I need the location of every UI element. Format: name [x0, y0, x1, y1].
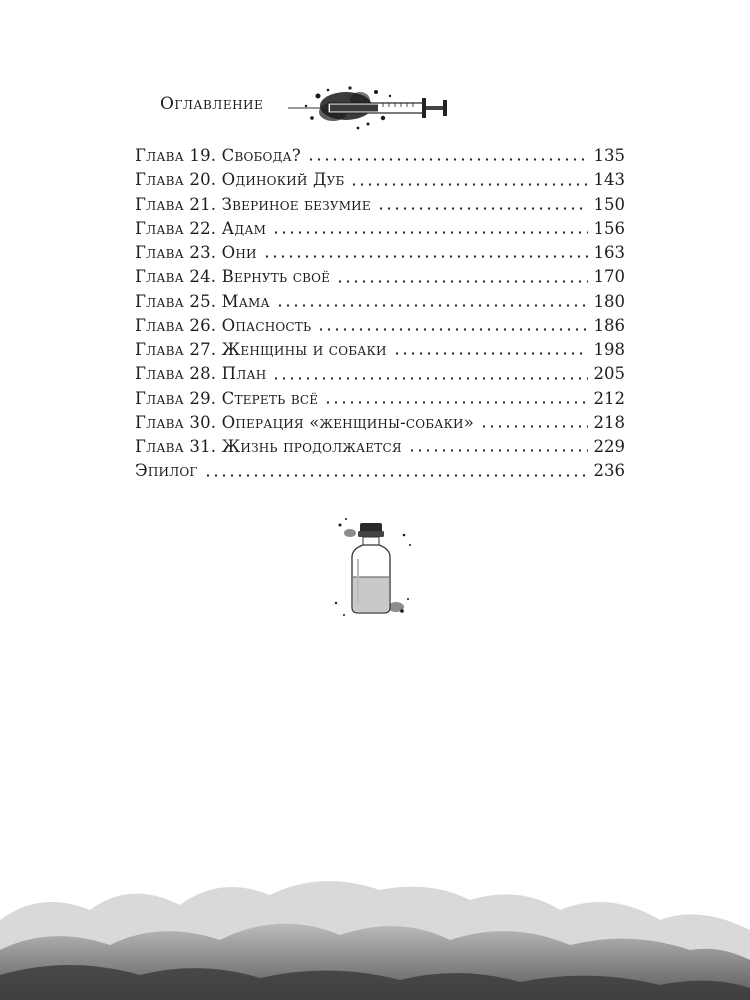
toc-entry-page: 205 [593, 364, 625, 384]
toc-entry[interactable] [135, 435, 625, 459]
syringe-icon [288, 84, 453, 132]
dot-leader [204, 474, 588, 477]
dot-leader [263, 255, 588, 258]
toc-entry-page: 198 [593, 340, 625, 359]
dot-leader [350, 183, 587, 186]
dot-leader [272, 377, 587, 380]
toc-entry-title: Глава 27. Женщины и собаки [135, 340, 387, 359]
toc-entry-page: 236 [593, 461, 625, 481]
toc-entry-title: Эпилог [135, 461, 198, 481]
vial-icon [322, 515, 422, 625]
toc-entry-title: Глава 26. Опасность [135, 315, 312, 335]
toc-entry[interactable] [135, 362, 625, 386]
dot-leader [480, 425, 587, 428]
toc-entry[interactable] [135, 459, 625, 483]
toc-entry-title: Глава 28. План [135, 364, 267, 384]
smoke-illustration [0, 850, 750, 1000]
toc-entry-page: 163 [593, 243, 625, 262]
toc-entry[interactable] [135, 168, 625, 192]
toc-entry-title: Глава 31. Жизнь продолжается [135, 437, 402, 456]
toc-entry[interactable] [135, 290, 625, 314]
toc-entry-title: Глава 24. Вернуть своё [135, 267, 331, 287]
toc-entry-page: 218 [593, 412, 625, 432]
toc-entry-page: 170 [593, 267, 625, 287]
toc-entry-title: Глава 21. Звериное безумие [135, 194, 371, 214]
toc-entry[interactable] [135, 193, 625, 217]
page-title: Оглавление [160, 94, 264, 114]
toc-entry-page: 180 [593, 291, 625, 311]
toc-entry-page: 150 [593, 194, 625, 214]
toc-entry[interactable] [135, 387, 625, 411]
toc-entry[interactable] [135, 217, 625, 241]
dot-leader [377, 207, 588, 210]
table-of-contents [135, 144, 625, 484]
dot-leader [307, 158, 588, 161]
toc-entry[interactable] [135, 411, 625, 435]
toc-entry-title: Глава 20. Одинокий Дуб [135, 170, 345, 190]
dot-leader [317, 328, 587, 331]
toc-entry-title: Глава 19. Свобода? [135, 146, 301, 165]
toc-entry-title: Глава 25. Мама [135, 291, 270, 311]
toc-entry[interactable] [135, 144, 625, 168]
dot-leader [272, 231, 587, 234]
toc-entry-page: 135 [593, 146, 625, 165]
toc-entry[interactable] [135, 241, 625, 265]
toc-entry[interactable] [135, 265, 625, 289]
toc-header [160, 84, 460, 134]
toc-entry[interactable] [135, 314, 625, 338]
toc-entry-title: Глава 23. Они [135, 243, 257, 262]
dot-leader [276, 304, 588, 307]
toc-entry[interactable] [135, 338, 625, 362]
dot-leader [408, 449, 588, 452]
toc-entry-title: Глава 29. Стереть всё [135, 388, 319, 408]
dot-leader [393, 352, 588, 355]
toc-entry-title: Глава 22. Адам [135, 218, 267, 238]
toc-entry-page: 156 [593, 218, 625, 238]
toc-entry-page: 229 [593, 437, 625, 456]
toc-entry-title: Глава 30. Операция «женщины-собаки» [135, 412, 475, 432]
toc-entry-page: 143 [593, 170, 625, 190]
toc-entry-page: 212 [593, 388, 625, 408]
toc-entry-page: 186 [593, 315, 625, 335]
dot-leader [324, 401, 587, 404]
dot-leader [336, 280, 587, 283]
